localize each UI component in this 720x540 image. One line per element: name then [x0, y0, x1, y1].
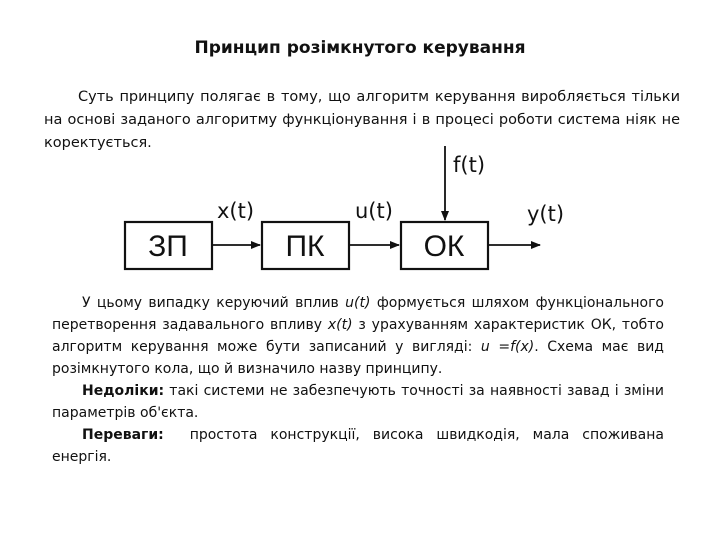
drawbacks-label: Недоліки: — [82, 383, 165, 399]
signal-x-label: x(t) — [217, 199, 255, 223]
explanation-text-2: формується шляхом функціонального перетворення задавального впливу — [52, 295, 664, 333]
explanation-paragraph — [52, 292, 664, 380]
signal-y-label: y(t) — [527, 202, 565, 226]
block-diagram — [0, 140, 720, 285]
drawbacks-text: такі системи не забезпечують точності за наявності завад і зміни параметрів об'єкта. — [52, 383, 664, 421]
signal-u-label: u(t) — [355, 199, 393, 223]
intro-text: Суть принципу полягає в тому, що алгоритм керування виробляється тільки на основі заданого алгоритму функціонування і в процесі роботи система ніяк не коректується. — [44, 89, 680, 151]
control-formula: u =f(x) — [480, 339, 535, 355]
page-title: Принцип розімкнутого керування — [194, 38, 526, 58]
block-zp-label: ЗП — [148, 230, 188, 263]
explanation-section — [52, 292, 669, 468]
setpoint-signal-ref: x(t) — [327, 317, 353, 333]
signal-f-label: f(t) — [453, 153, 486, 177]
explanation-text-1: У цьому випадку керуючий вплив — [82, 295, 346, 311]
advantages-paragraph — [52, 424, 669, 468]
advantages-text: простота конструкції, висока швидкодія, мала споживана енергія. — [52, 427, 669, 465]
block-ok-label: ОК — [423, 230, 465, 263]
advantages-label: Переваги: — [82, 427, 164, 443]
control-signal-ref: u(t) — [345, 295, 371, 311]
explanation-text-4: . Схема має вид розімкнутого кола, що й визначило назву принципу. — [52, 339, 664, 377]
drawbacks-paragraph — [52, 380, 664, 424]
explanation-text-3: з урахуванням характеристик ОК, тобто алгоритм керування може бути записаний у вигляді: — [52, 317, 664, 355]
block-pk-label: ПК — [285, 230, 325, 263]
